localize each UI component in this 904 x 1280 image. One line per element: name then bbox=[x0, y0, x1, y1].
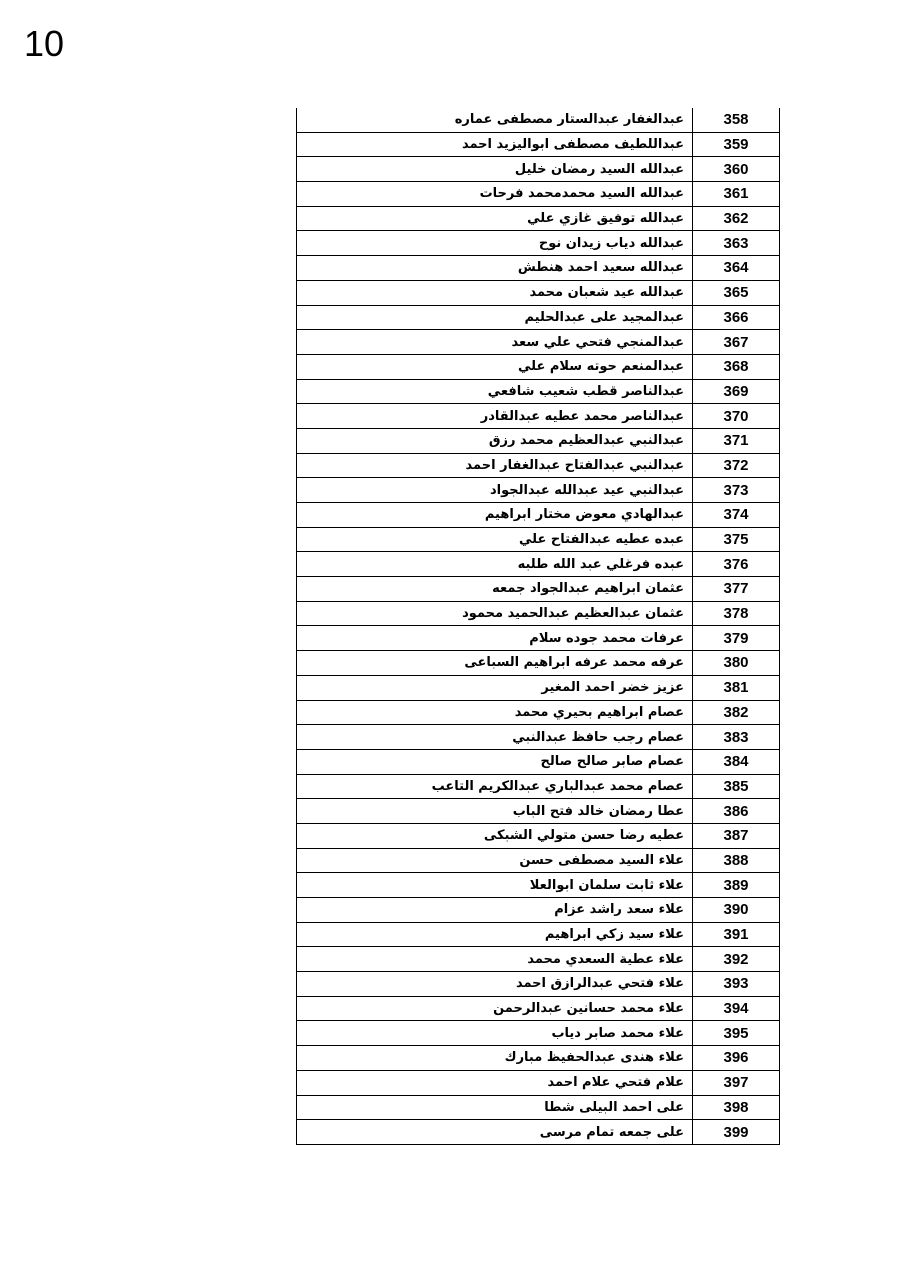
name-cell: عبدالنبي عبدالفتاح عبدالغفار احمد bbox=[297, 453, 693, 478]
name-cell: عبدالهادي معوض مختار ابراهيم bbox=[297, 503, 693, 528]
serial-number-cell: 376 bbox=[693, 552, 780, 577]
serial-number-cell: 368 bbox=[693, 354, 780, 379]
serial-number-cell: 367 bbox=[693, 330, 780, 355]
serial-number-cell: 375 bbox=[693, 527, 780, 552]
name-cell: عصام ابراهيم بحيري محمد bbox=[297, 700, 693, 725]
table-row bbox=[297, 749, 780, 774]
table-row bbox=[297, 601, 780, 626]
name-cell: عصام محمد عبدالباري عبدالكريم التاعب bbox=[297, 774, 693, 799]
table-row bbox=[297, 453, 780, 478]
serial-number-cell: 382 bbox=[693, 700, 780, 725]
name-cell: عصام صابر صالح صالح bbox=[297, 749, 693, 774]
serial-number-cell: 390 bbox=[693, 898, 780, 923]
name-cell: عبدالمنجي فتحي علي سعد bbox=[297, 330, 693, 355]
name-cell: عبده عطيه عبدالفتاح علي bbox=[297, 527, 693, 552]
table-row bbox=[297, 379, 780, 404]
name-cell: عبدالمجيد على عبدالحليم bbox=[297, 305, 693, 330]
serial-number-cell: 373 bbox=[693, 478, 780, 503]
table-row bbox=[297, 799, 780, 824]
serial-number-cell: 387 bbox=[693, 823, 780, 848]
name-cell: علاء سيد زكي ابراهيم bbox=[297, 922, 693, 947]
table-row bbox=[297, 478, 780, 503]
serial-number-cell: 378 bbox=[693, 601, 780, 626]
name-cell: عثمان عبدالعظيم عبدالحميد محمود bbox=[297, 601, 693, 626]
table-row bbox=[297, 354, 780, 379]
table-row bbox=[297, 527, 780, 552]
serial-number-cell: 377 bbox=[693, 577, 780, 602]
table-row bbox=[297, 996, 780, 1021]
name-cell: عرفه محمد عرفه ابراهيم السباعى bbox=[297, 651, 693, 676]
name-cell: عبده فرغلي عبد الله طلبه bbox=[297, 552, 693, 577]
serial-number-cell: 399 bbox=[693, 1120, 780, 1145]
serial-number-cell: 395 bbox=[693, 1021, 780, 1046]
serial-number-cell: 391 bbox=[693, 922, 780, 947]
serial-number-cell: 392 bbox=[693, 947, 780, 972]
name-cell: علاء عطية السعدي محمد bbox=[297, 947, 693, 972]
name-cell: عصام رجب حافظ عبدالنبي bbox=[297, 725, 693, 750]
serial-number-cell: 365 bbox=[693, 280, 780, 305]
name-cell: عبدالغفار عبدالستار مصطفى عماره bbox=[297, 108, 693, 132]
table-row bbox=[297, 1095, 780, 1120]
table-row bbox=[297, 330, 780, 355]
table-row bbox=[297, 1046, 780, 1071]
serial-number-cell: 360 bbox=[693, 157, 780, 182]
name-cell: عبدالله السيد محمدمحمد فرحات bbox=[297, 182, 693, 207]
serial-number-cell: 369 bbox=[693, 379, 780, 404]
table-row bbox=[297, 1120, 780, 1145]
serial-number-cell: 374 bbox=[693, 503, 780, 528]
name-cell: عبدالنبي عيد عبدالله عبدالجواد bbox=[297, 478, 693, 503]
table-row bbox=[297, 552, 780, 577]
table-row bbox=[297, 305, 780, 330]
table-row bbox=[297, 157, 780, 182]
name-cell: عبدالله عيد شعبان محمد bbox=[297, 280, 693, 305]
table-row bbox=[297, 774, 780, 799]
name-cell: عرفات محمد جوده سلام bbox=[297, 626, 693, 651]
name-cell: عبدالناصر قطب شعيب شافعي bbox=[297, 379, 693, 404]
table-row bbox=[297, 182, 780, 207]
table-row bbox=[297, 132, 780, 157]
table-row bbox=[297, 428, 780, 453]
name-cell: علاء ثابت سلمان ابوالعلا bbox=[297, 873, 693, 898]
serial-number-cell: 358 bbox=[693, 108, 780, 132]
serial-number-cell: 381 bbox=[693, 675, 780, 700]
serial-number-cell: 366 bbox=[693, 305, 780, 330]
name-cell: علاء محمد صابر دياب bbox=[297, 1021, 693, 1046]
page-number: 10 bbox=[24, 23, 65, 64]
serial-number-cell: 364 bbox=[693, 256, 780, 281]
serial-number-cell: 389 bbox=[693, 873, 780, 898]
serial-number-cell: 379 bbox=[693, 626, 780, 651]
table-row bbox=[297, 206, 780, 231]
name-cell: عبدالله السيد رمضان خليل bbox=[297, 157, 693, 182]
serial-number-cell: 398 bbox=[693, 1095, 780, 1120]
name-cell: علاء هندى عبدالحفيظ مبارك bbox=[297, 1046, 693, 1071]
serial-number-cell: 371 bbox=[693, 428, 780, 453]
table-row bbox=[297, 848, 780, 873]
table-row bbox=[297, 947, 780, 972]
table-row bbox=[297, 873, 780, 898]
name-cell: على احمد البيلى شطا bbox=[297, 1095, 693, 1120]
table-row bbox=[297, 972, 780, 997]
name-cell: علام فتحي علام احمد bbox=[297, 1070, 693, 1095]
name-cell: عبدالنبي عبدالعظيم محمد رزق bbox=[297, 428, 693, 453]
serial-number-cell: 388 bbox=[693, 848, 780, 873]
table-row bbox=[297, 626, 780, 651]
name-cell: عبدالمنعم حوته سلام علي bbox=[297, 354, 693, 379]
table-row bbox=[297, 700, 780, 725]
name-cell: عطيه رضا حسن متولي الشبكى bbox=[297, 823, 693, 848]
name-cell: علاء فتحي عبدالرازق احمد bbox=[297, 972, 693, 997]
table-row bbox=[297, 577, 780, 602]
name-cell: عبداللطيف مصطفى ابواليزيد احمد bbox=[297, 132, 693, 157]
table-row bbox=[297, 256, 780, 281]
serial-number-cell: 363 bbox=[693, 231, 780, 256]
serial-number-cell: 397 bbox=[693, 1070, 780, 1095]
serial-number-cell: 383 bbox=[693, 725, 780, 750]
name-cell: عزيز خضر احمد المغير bbox=[297, 675, 693, 700]
serial-number-cell: 370 bbox=[693, 404, 780, 429]
name-cell: عبدالله دياب زيدان نوح bbox=[297, 231, 693, 256]
table-row bbox=[297, 651, 780, 676]
name-cell: عبدالله توفيق غازي علي bbox=[297, 206, 693, 231]
table-row bbox=[297, 280, 780, 305]
serial-number-cell: 362 bbox=[693, 206, 780, 231]
table-row bbox=[297, 231, 780, 256]
serial-number-cell: 396 bbox=[693, 1046, 780, 1071]
serial-number-cell: 384 bbox=[693, 749, 780, 774]
table-row bbox=[297, 898, 780, 923]
names-table-body bbox=[297, 108, 780, 1144]
table-row bbox=[297, 404, 780, 429]
serial-number-cell: 386 bbox=[693, 799, 780, 824]
serial-number-cell: 393 bbox=[693, 972, 780, 997]
serial-number-cell: 380 bbox=[693, 651, 780, 676]
name-cell: علاء سعد راشد عزام bbox=[297, 898, 693, 923]
table-row bbox=[297, 675, 780, 700]
name-cell: على جمعه تمام مرسى bbox=[297, 1120, 693, 1145]
name-cell: علاء محمد حسانين عبدالرحمن bbox=[297, 996, 693, 1021]
names-table bbox=[296, 108, 780, 1145]
table-row bbox=[297, 922, 780, 947]
table-row bbox=[297, 725, 780, 750]
table-row bbox=[297, 503, 780, 528]
table-row bbox=[297, 1021, 780, 1046]
serial-number-cell: 394 bbox=[693, 996, 780, 1021]
serial-number-cell: 361 bbox=[693, 182, 780, 207]
serial-number-cell: 372 bbox=[693, 453, 780, 478]
table-row bbox=[297, 1070, 780, 1095]
table-row bbox=[297, 823, 780, 848]
table-row bbox=[297, 108, 780, 132]
name-cell: عبدالله سعيد احمد هنطش bbox=[297, 256, 693, 281]
name-cell: عثمان ابراهيم عبدالجواد جمعه bbox=[297, 577, 693, 602]
name-cell: علاء السيد مصطفى حسن bbox=[297, 848, 693, 873]
name-cell: عطا رمضان خالد فتح الباب bbox=[297, 799, 693, 824]
serial-number-cell: 359 bbox=[693, 132, 780, 157]
serial-number-cell: 385 bbox=[693, 774, 780, 799]
name-cell: عبدالناصر محمد عطيه عبدالقادر bbox=[297, 404, 693, 429]
